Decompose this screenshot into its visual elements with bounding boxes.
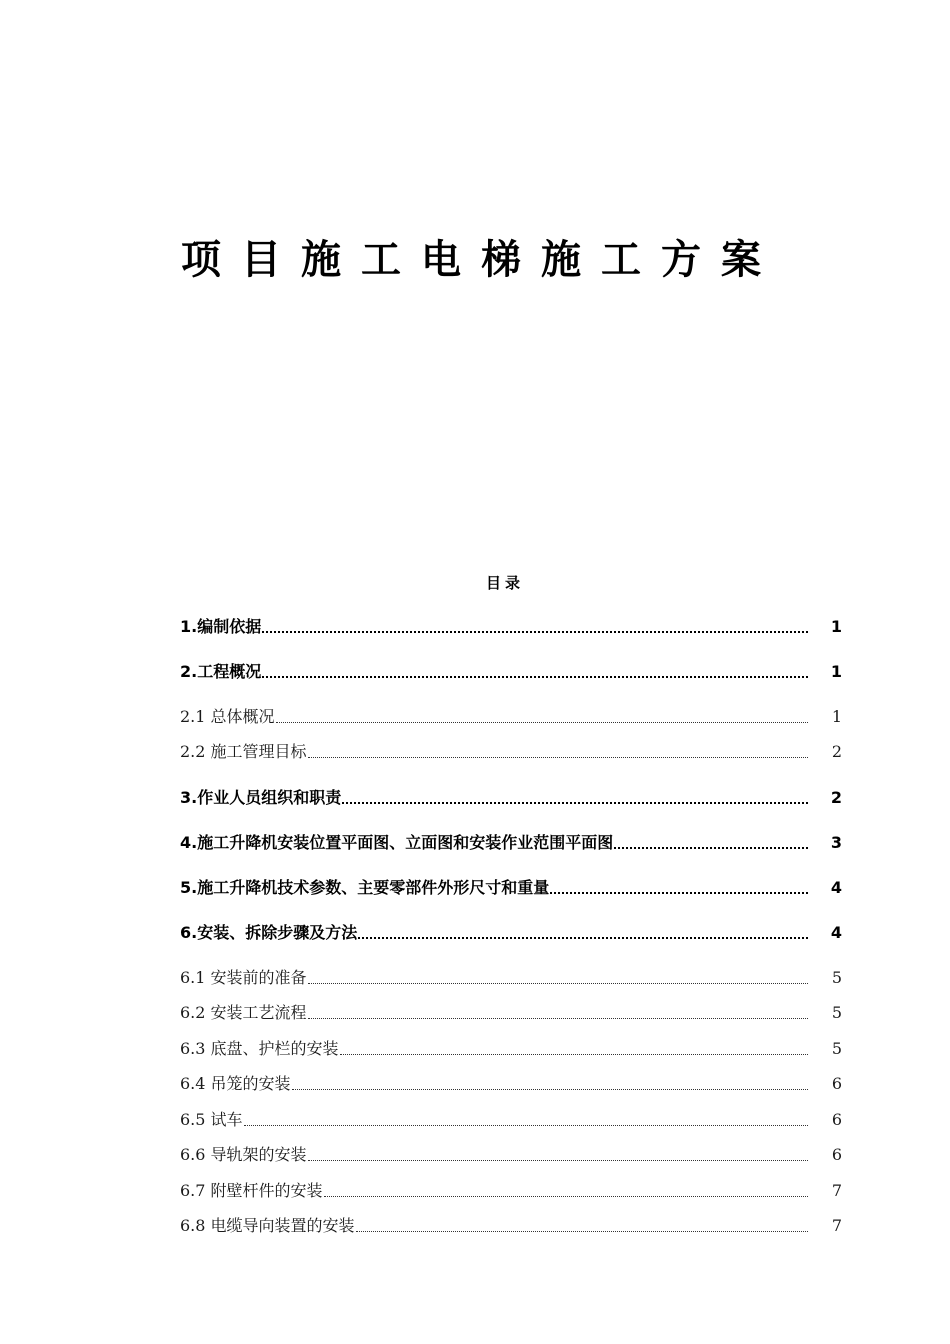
toc-entry-title: 6.1 安装前的准备 — [180, 968, 307, 987]
toc-entry-title: 6.2 安装工艺流程 — [180, 1003, 307, 1022]
toc-entry[interactable] — [180, 1071, 842, 1095]
toc-entry-page: 1 — [831, 707, 842, 726]
toc-entry-page: 6 — [831, 1074, 842, 1093]
toc-leader-dots — [262, 631, 808, 633]
toc-leader-dots — [356, 1231, 808, 1232]
toc-entry[interactable] — [180, 965, 842, 989]
toc-entry-title: 4.施工升降机安装位置平面图、立面图和安装作业范围平面图 — [180, 833, 614, 852]
toc-entry[interactable] — [180, 920, 842, 944]
toc-entry[interactable] — [180, 1107, 842, 1131]
toc-leader-dots — [358, 937, 808, 939]
document-title: 项目施工电梯施工方案 — [181, 237, 781, 283]
toc-entry-title: 6.7 附壁杆件的安装 — [180, 1181, 323, 1200]
toc-leader-dots — [308, 757, 808, 758]
toc-entry[interactable] — [180, 659, 842, 683]
toc-entry[interactable] — [180, 739, 842, 763]
toc-entry-title: 6.8 电缆导向装置的安装 — [180, 1216, 355, 1235]
toc-entry-page: 4 — [830, 878, 842, 897]
toc-entry-page: 5 — [831, 1039, 842, 1058]
toc-leader-dots — [550, 892, 808, 894]
toc-leader-dots — [342, 802, 808, 804]
toc-entry-title: 2.1 总体概况 — [180, 707, 275, 726]
toc-entry-page: 7 — [831, 1216, 842, 1235]
toc-entry[interactable] — [180, 785, 842, 809]
toc-entry[interactable] — [180, 614, 842, 638]
toc-entry-title: 1.编制依据 — [180, 617, 262, 636]
toc-entry[interactable] — [180, 830, 842, 854]
toc-entry[interactable] — [180, 1213, 842, 1237]
toc-entry-page: 4 — [830, 923, 842, 942]
toc-leader-dots — [614, 847, 808, 849]
toc-entry[interactable] — [180, 1178, 842, 1202]
toc-entry-page: 5 — [831, 1003, 842, 1022]
toc-entry-title: 2.工程概况 — [180, 662, 262, 681]
toc-entry-page: 7 — [831, 1181, 842, 1200]
toc-leader-dots — [308, 1018, 808, 1019]
toc-leader-dots — [340, 1054, 808, 1055]
toc-entry-title: 2.2 施工管理目标 — [180, 742, 307, 761]
toc-leader-dots — [324, 1196, 808, 1197]
toc-entry-page: 6 — [831, 1145, 842, 1164]
toc-leader-dots — [276, 722, 808, 723]
toc-entry-page: 2 — [830, 788, 842, 807]
toc-leader-dots — [292, 1089, 808, 1090]
toc-entry-title: 6.安装、拆除步骤及方法 — [180, 923, 358, 942]
toc-entry-page: 3 — [830, 833, 842, 852]
toc-entry[interactable] — [180, 1036, 842, 1060]
toc-entry-title: 6.5 试车 — [180, 1110, 243, 1129]
toc-entry-page: 2 — [831, 742, 842, 761]
toc-leader-dots — [262, 676, 808, 678]
toc-entry-page: 1 — [830, 662, 842, 681]
toc-entry[interactable] — [180, 1142, 842, 1166]
toc-heading: 目录 — [485, 574, 524, 592]
toc-entry-title: 5.施工升降机技术参数、主要零部件外形尺寸和重量 — [180, 878, 550, 897]
toc-leader-dots — [308, 1160, 808, 1161]
toc-entry[interactable] — [180, 875, 842, 899]
toc-leader-dots — [308, 983, 808, 984]
toc-entry-page: 1 — [830, 617, 842, 636]
toc-entry-title: 3.作业人员组织和职责 — [180, 788, 342, 807]
toc-entry-title: 6.4 吊笼的安装 — [180, 1074, 291, 1093]
toc-entry[interactable] — [180, 704, 842, 728]
toc-entry[interactable] — [180, 1000, 842, 1024]
toc-leader-dots — [244, 1125, 808, 1126]
toc-entry-title: 6.3 底盘、护栏的安装 — [180, 1039, 339, 1058]
toc-entry-page: 5 — [831, 968, 842, 987]
toc-entry-page: 6 — [831, 1110, 842, 1129]
toc-entry-title: 6.6 导轨架的安装 — [180, 1145, 307, 1164]
